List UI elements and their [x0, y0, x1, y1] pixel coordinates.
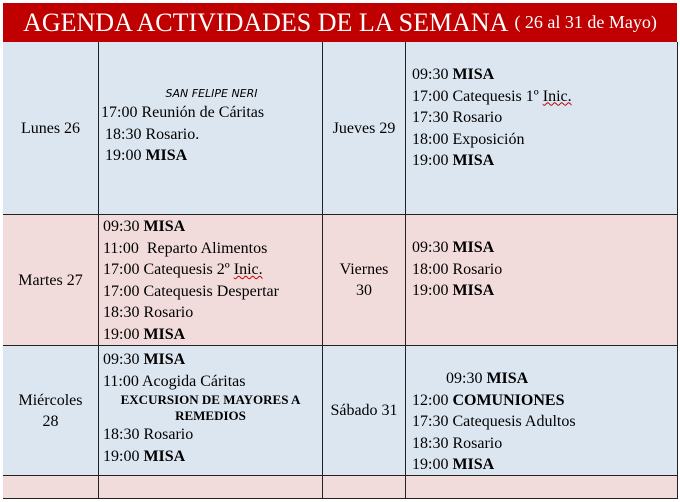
excursion-notice: EXCURSION DE MAYORES A REMEDIOS: [120, 392, 301, 423]
activity-line: 19:00 MISA: [412, 456, 495, 473]
activities-sabado: [406, 346, 678, 476]
day-cell-jueves: [323, 42, 406, 215]
activity-line: 19:00 MISA: [412, 152, 495, 169]
activities-lunes: [99, 42, 323, 215]
saint-feast: SAN FELIPE NERI: [165, 87, 258, 100]
activity-line: 12:00 COMUNIONES: [412, 391, 565, 409]
activities-jueves: [406, 42, 678, 215]
activity-line: 17:30 Catequesis Adultos: [412, 413, 576, 430]
day-label: Jueves 29: [332, 119, 396, 137]
activities-viernes: [406, 215, 678, 346]
day-label: Martes 27: [18, 271, 83, 289]
agenda-title: AGENDA ACTIVIDADES DE LA SEMANA: [23, 7, 509, 37]
activity-line: 18:30 Rosario.: [105, 125, 200, 143]
activity-line: 19:00 MISA: [412, 282, 495, 299]
activity-line: 17:30 Rosario: [412, 109, 503, 126]
activity-line: 18:30 Rosario: [103, 304, 194, 321]
activity-line: 17:00 Catequesis 2º Inic.: [103, 261, 263, 278]
activity-line: 11:00 Acogida Cáritas: [103, 372, 246, 390]
day-cell-martes: [3, 215, 99, 346]
activities-martes: [99, 215, 323, 346]
activity-line: 09:30 MISA: [412, 66, 495, 83]
activity-line: 09:30 MISA: [103, 351, 186, 368]
day-cell-lunes: [3, 42, 99, 215]
day-label: Sábado 31: [330, 402, 398, 419]
agenda-dates: ( 26 al 31 de Mayo): [514, 12, 657, 32]
empty-cell: [323, 476, 406, 499]
activity-line: 18:30 Rosario: [103, 426, 194, 443]
activity-line: 18:00 Rosario: [412, 260, 503, 278]
activity-line: 11:00 Reparto Alimentos: [103, 239, 268, 257]
day-cell-sabado: [323, 346, 406, 476]
activity-line: 18:00 Exposición: [412, 130, 525, 148]
empty-cell: [99, 476, 323, 499]
empty-cell: [3, 476, 99, 499]
day-label: Lunes 26: [20, 119, 81, 137]
title-bar: [3, 3, 677, 42]
empty-cell: [406, 476, 678, 499]
day-cell-miercoles: [3, 346, 99, 476]
day-label: Miércoles 28: [18, 391, 83, 430]
activity-line: 17:00 Reunión de Cáritas: [101, 104, 265, 121]
day-cell-viernes: [323, 215, 406, 346]
activities-miercoles: [99, 346, 323, 476]
activity-line: 18:30 Rosario: [412, 434, 503, 452]
day-label: Viernes 30: [339, 261, 389, 299]
activity-line: 19:00 MISA: [103, 325, 186, 343]
activity-line: 19:00 MISA: [103, 447, 186, 465]
activity-line: 09:30 MISA: [103, 218, 186, 235]
activity-line: 09:30 MISA: [446, 370, 529, 387]
activity-line: 17:00 Catequesis 1º Inic.: [412, 87, 572, 105]
activity-line: 09:30 MISA: [412, 239, 495, 256]
activity-line: 17:00 Catequesis Despertar: [103, 282, 279, 300]
activity-line: 19:00 MISA: [105, 147, 188, 164]
